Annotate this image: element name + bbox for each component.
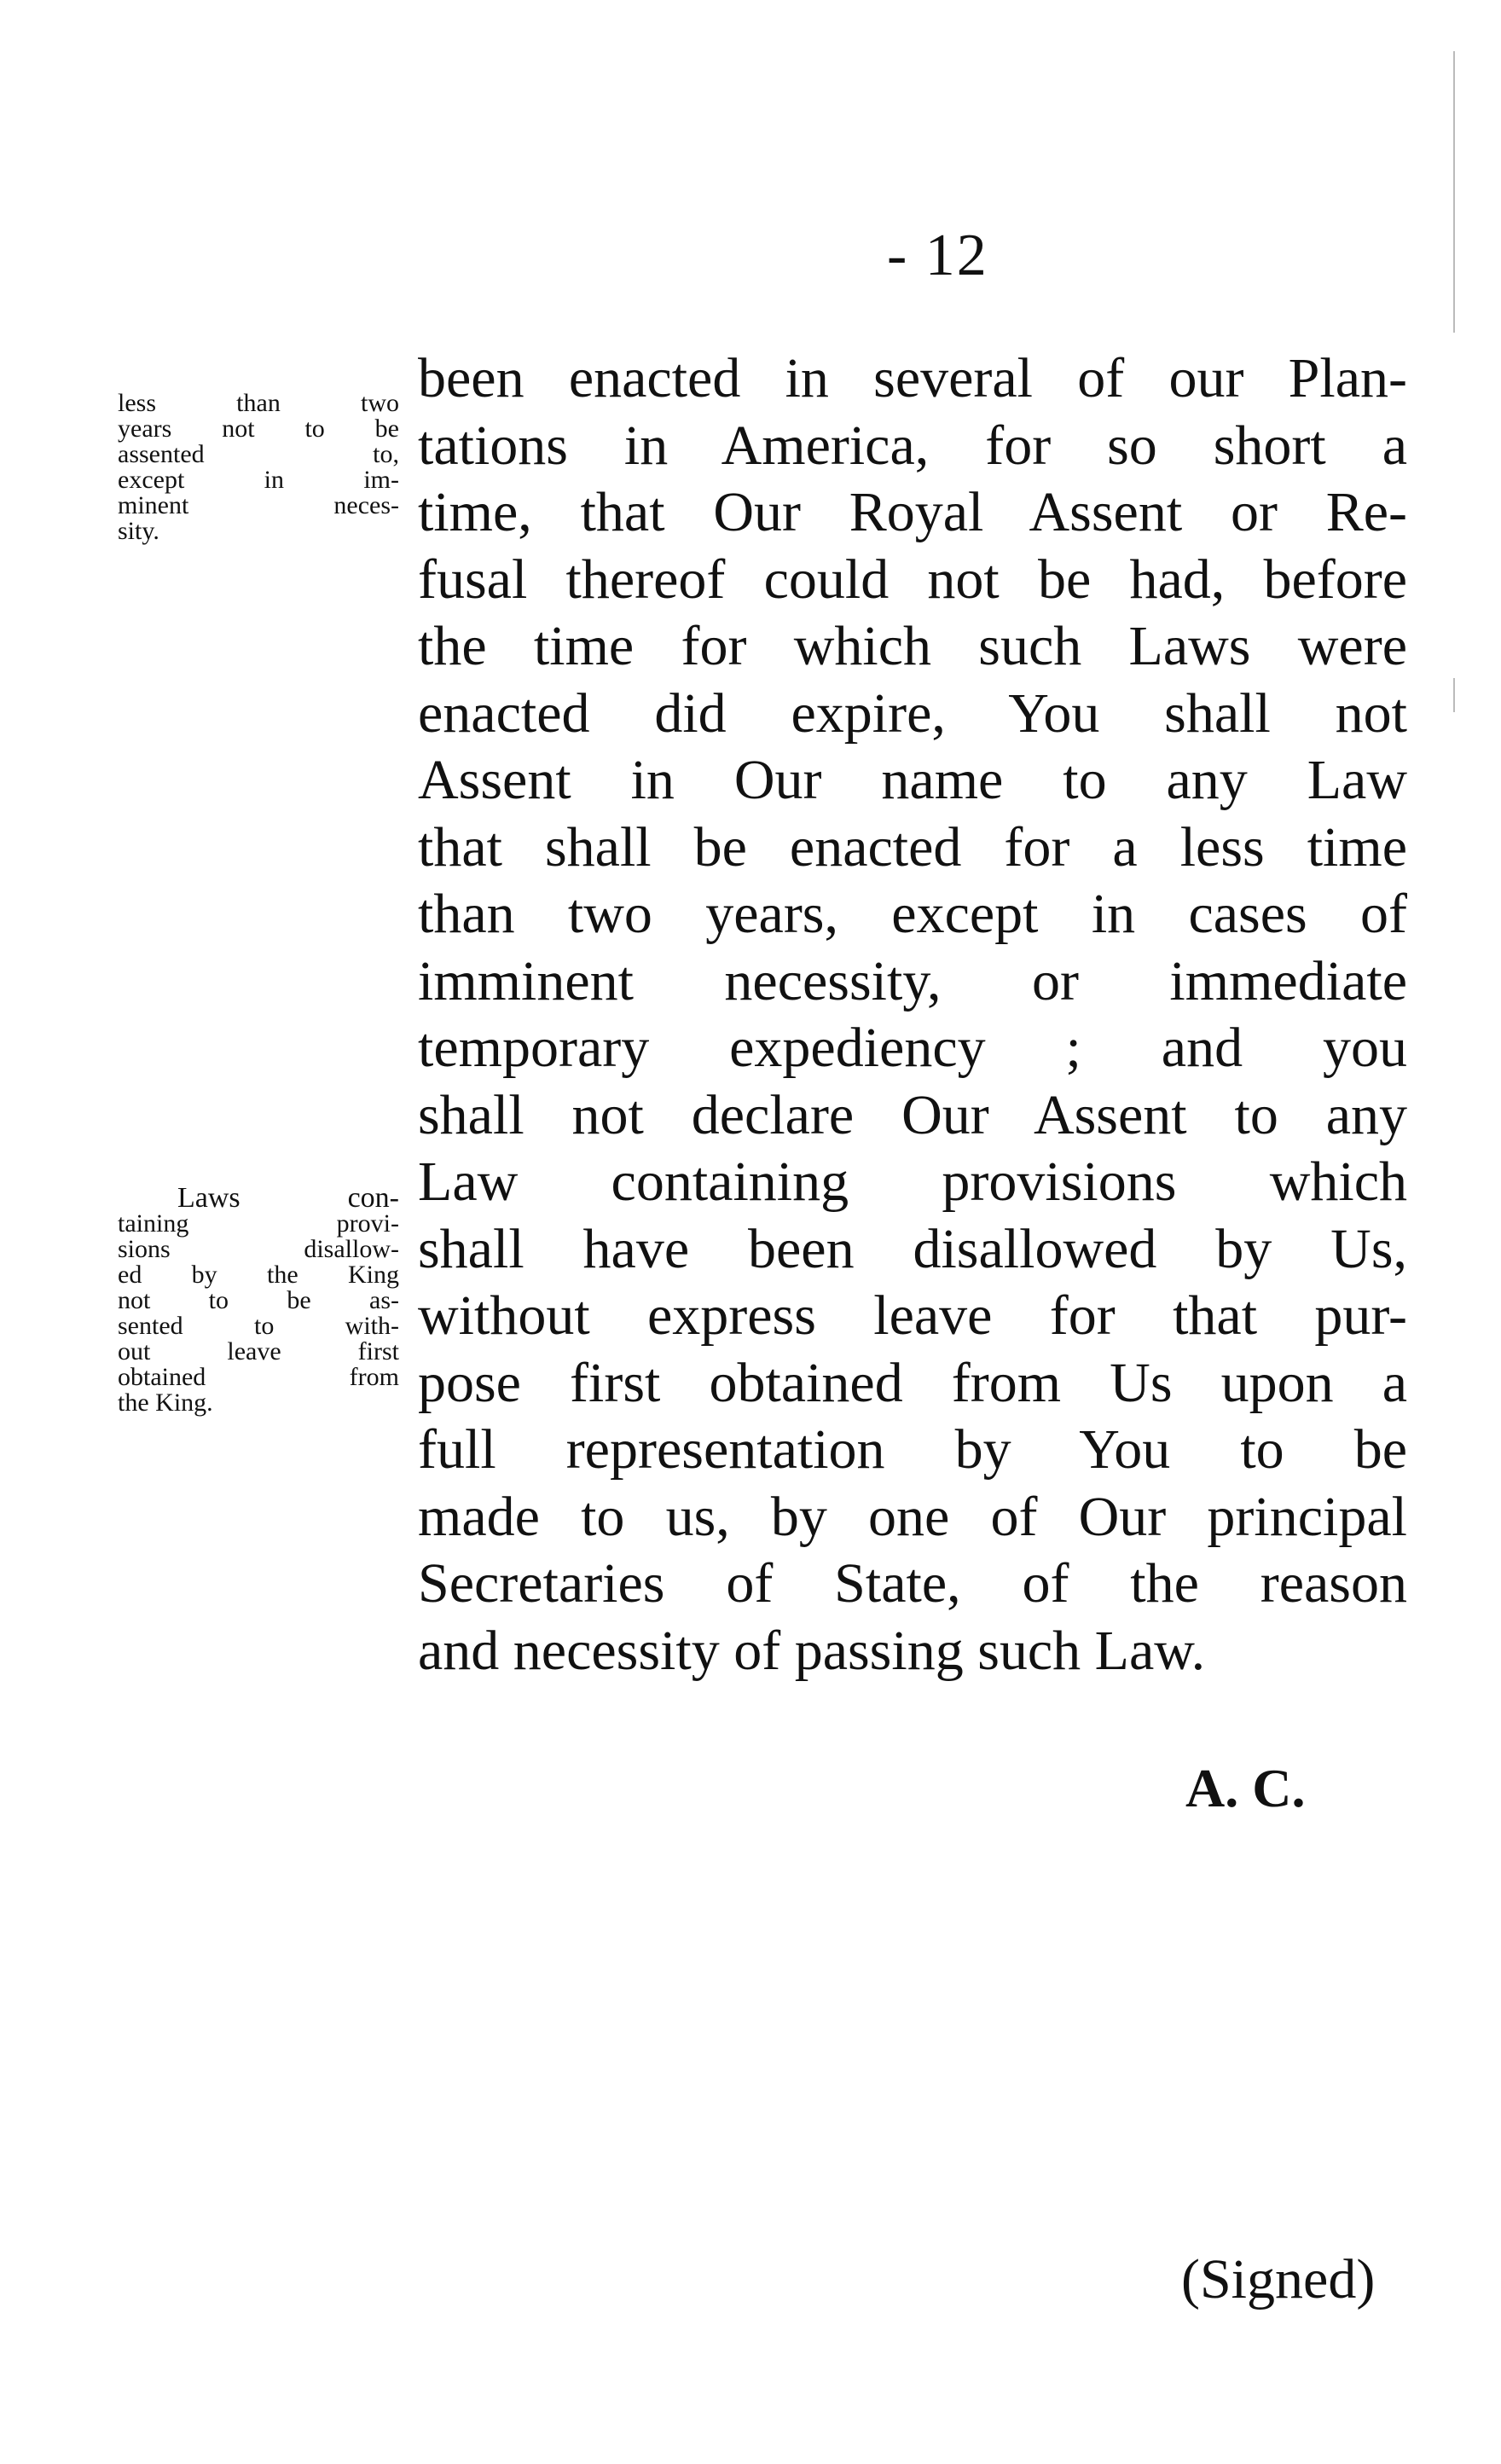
text-line: time, that Our Royal Assent or Re- — [418, 481, 1407, 543]
text-line: pose first obtained from Us upon a — [418, 1351, 1407, 1414]
text-line: the time for which such Laws were — [418, 615, 1407, 677]
text-line: tations in America, for so short a — [418, 414, 1407, 477]
text-line: Assent in Our name to any Law — [418, 749, 1407, 811]
text-line: enacted did expire, You shall not — [418, 681, 1407, 745]
text-line: than two years, except in cases of — [418, 883, 1407, 945]
margin-note-line: not to be as- — [118, 1286, 399, 1314]
text-line: fusal thereof could not be had, before — [418, 548, 1407, 611]
margin-note-line: out leave first — [118, 1337, 399, 1365]
text-line: Secretaries of State, of the reason — [418, 1552, 1407, 1615]
margin-note-line: obtained from — [118, 1363, 399, 1391]
margin-note-laws-disallowed — [118, 1182, 399, 1417]
text-line: without express leave for that pur- — [418, 1284, 1407, 1347]
margin-note-line: sions disallow- — [118, 1235, 399, 1263]
margin-note-line: ed by the King — [118, 1261, 399, 1289]
margin-note-line: taining provi- — [118, 1209, 399, 1238]
text-line: shall have been disallowed by Us, — [418, 1217, 1407, 1280]
page-edge-line-lower — [1453, 678, 1455, 712]
margin-note-line: less than two — [118, 389, 399, 417]
margin-note-line: the King. — [118, 1389, 213, 1417]
text-line: been enacted in several of our Plan- — [418, 347, 1407, 409]
signed-catchword: (Signed) — [1181, 2248, 1376, 2310]
page-edge-line-upper — [1453, 51, 1455, 333]
text-line: temporary expediency ; and you — [418, 1017, 1407, 1079]
signature-initials: A. C. — [1185, 1758, 1306, 1818]
text-line: shall not declare Our Assent to any — [418, 1083, 1407, 1146]
page-number: - 12 — [887, 223, 988, 288]
text-line: and necessity of passing such Law. — [418, 1619, 1206, 1682]
text-line: made to us, by one of Our principal — [418, 1485, 1407, 1548]
margin-note-line: assented to, — [118, 440, 399, 468]
text-line: imminent necessity, or immediate — [418, 949, 1407, 1012]
margin-note-less-than-two-years — [118, 391, 399, 544]
main-text-block — [418, 345, 1407, 1684]
margin-note-line: years not to be — [118, 415, 399, 443]
margin-note-line: Laws con- — [177, 1182, 399, 1214]
margin-note-line: sity. — [118, 517, 159, 545]
margin-note-line: except in im- — [118, 466, 399, 494]
margin-note-line: sented to with- — [118, 1312, 399, 1340]
text-line: full representation by You to be — [418, 1418, 1407, 1481]
text-line: Law containing provisions which — [418, 1151, 1407, 1213]
margin-note-line: minent neces- — [118, 491, 399, 519]
text-line: that shall be enacted for a less time — [418, 815, 1407, 878]
